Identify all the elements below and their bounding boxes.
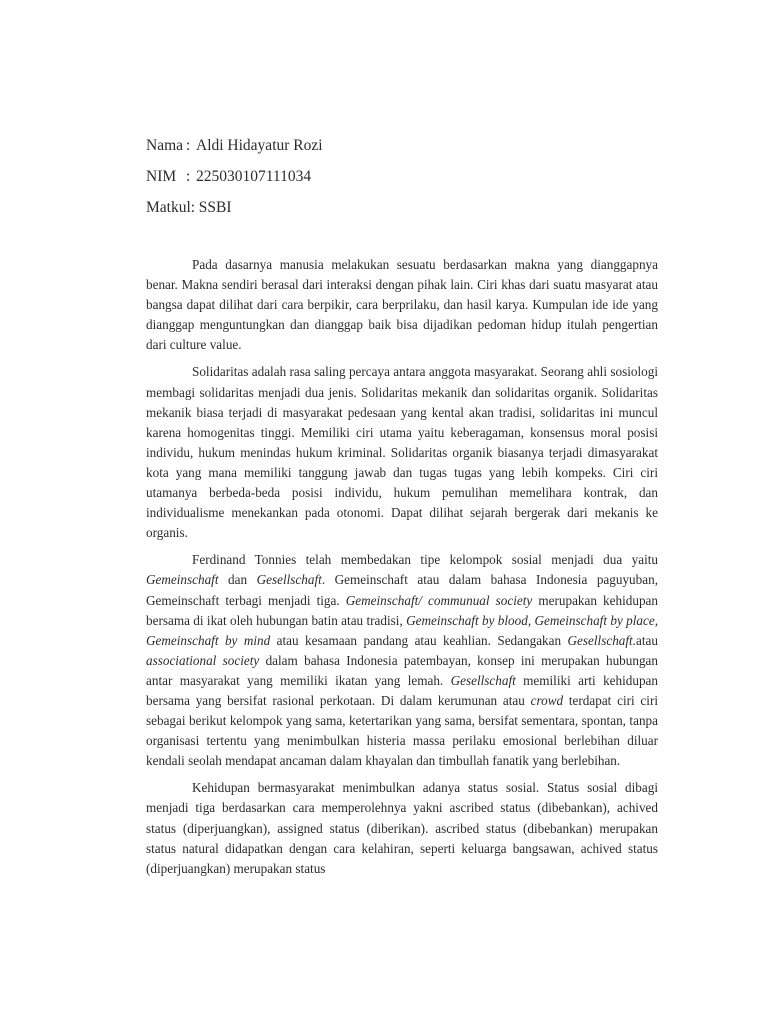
name-value: Aldi Hidayatur Rozi bbox=[196, 137, 323, 154]
paragraph-text: Pada dasarnya manusia melakukan sesuatu berdasarkan makna yang dianggapnya benar. Makna sendiri berasal dari interaksi dengan pihak lain. Ciri khas dari suatu masyarat atau bangsa dapat dilihat dari cara berpikir, cara berprilaku, dan hasil karya. Kumpulan ide ide yang dianggap menguntungkan dan dianggap baik bisa dijadikan pedoman hidup itulah pengertian dari culture value. bbox=[146, 257, 658, 353]
italic-term: Gemeinschaft bbox=[146, 572, 219, 588]
matkul-label: Matkul bbox=[146, 199, 191, 216]
paragraph-text: Kehidupan bermasyarakat menimbulkan adanya status sosial. Status sosial dibagi menjadi tiga berdasarkan cara memperolehnya yakni ascribed status (dibebankan), achived status (diperjuangkan), assigned status (diberikan). ascribed status (dibebankan) merupakan status natural didapatkan dengan cara kelahiran, seperti keluarga bangsawan, achived status (diperjuangkan) merupakan status bbox=[146, 780, 658, 876]
italic-term: Gemeinschaft by blood, Gemeinschaft by place, Gemeinschaft by mind bbox=[146, 612, 659, 648]
italic-term: Gesellschaft bbox=[450, 672, 516, 688]
name-separator: : bbox=[186, 137, 191, 154]
essay-paragraph bbox=[146, 362, 658, 543]
italic-term: associational society bbox=[146, 652, 260, 668]
paragraph-text: . Gemeinschaft atau dalam bahasa Indonesia paguyuban, Gemeinschaft terbagi menjadi tiga. bbox=[146, 572, 658, 608]
paragraph-text: merupakan kehidupan bersama di ikat oleh hubungan batin atau tradisi, bbox=[146, 592, 658, 628]
nim-label: NIM bbox=[146, 168, 177, 185]
nim-separator: : bbox=[186, 168, 191, 185]
paragraph-text: dalam bahasa Indonesia patembayan, konsep ini merupakan hubungan antar masyarakat yang memiliki ikatan yang lemah. bbox=[146, 652, 658, 688]
paragraph-text: Ferdinand Tonnies telah membedakan tipe kelompok sosial menjadi dua yaitu bbox=[192, 552, 658, 568]
essay-paragraph bbox=[146, 550, 658, 771]
italic-term: crowd bbox=[530, 692, 564, 708]
essay-body bbox=[146, 255, 658, 879]
matkul-separator: : bbox=[190, 199, 196, 216]
paragraph-text: atau kesamaan pandang atau keahlian. Sedangakan bbox=[270, 632, 568, 648]
paragraph-text: memiliki arti kehidupan bersama yang bersifat rasional perkotaan. Di dalam kerumunan atau bbox=[146, 672, 658, 708]
nim-value: 225030107111034 bbox=[196, 168, 312, 185]
essay-paragraph bbox=[146, 255, 658, 355]
paragraph-text: dan bbox=[218, 572, 257, 588]
name-label: Nama bbox=[146, 137, 184, 154]
matkul-row bbox=[146, 192, 658, 223]
paragraph-text: atau bbox=[636, 632, 658, 648]
italic-term: Gesellschaft bbox=[256, 572, 322, 588]
italic-term: Gesellschaft. bbox=[567, 632, 637, 648]
italic-term: Gemeinschaft/ communual society bbox=[345, 592, 533, 608]
matkul-value: SSBI bbox=[198, 199, 232, 216]
name-row bbox=[146, 130, 658, 161]
student-info bbox=[146, 130, 658, 223]
essay-paragraph bbox=[146, 778, 658, 878]
paragraph-text: terdapat ciri ciri sebagai berikut kelompok yang sama, ketertarikan yang sama, bersifat sementara, spontan, tanpa organisasi tertentu yang menimbulkan histeria massa perilaku emosional berlebihan diluar kendali seolah mendapat ancaman dalam khayalan dan timbullah fanatik yang berlebihan. bbox=[146, 692, 658, 769]
paragraph-text: Solidaritas adalah rasa saling percaya antara anggota masyarakat. Seorang ahli sosiologi membagi solidaritas menjadi dua jenis. Solidaritas mekanik dan solidaritas organik. Solidaritas mekanik biasa terjadi di masyarakat pedesaan yang kental akan tradisi, solidaritas ini muncul karena homogenitas tinggi. Memiliki ciri utama yaitu keberagaman, konsensus moral posisi individu, hukum menindas hukum kriminal. Solidaritas organik biasanya terjadi dimasyarakat kota yang mana memiliki tanggung jawab dan tugas tugas yang lebih kompeks. Ciri ciri utamanya berbeda-beda posisi individu, hukum pemulihan memelihara kontrak, dan individualisme menekankan pada otonomi. Dapat dilihat sejarah bergerak dari mekanis ke organis. bbox=[146, 364, 658, 541]
nim-row bbox=[146, 161, 658, 192]
